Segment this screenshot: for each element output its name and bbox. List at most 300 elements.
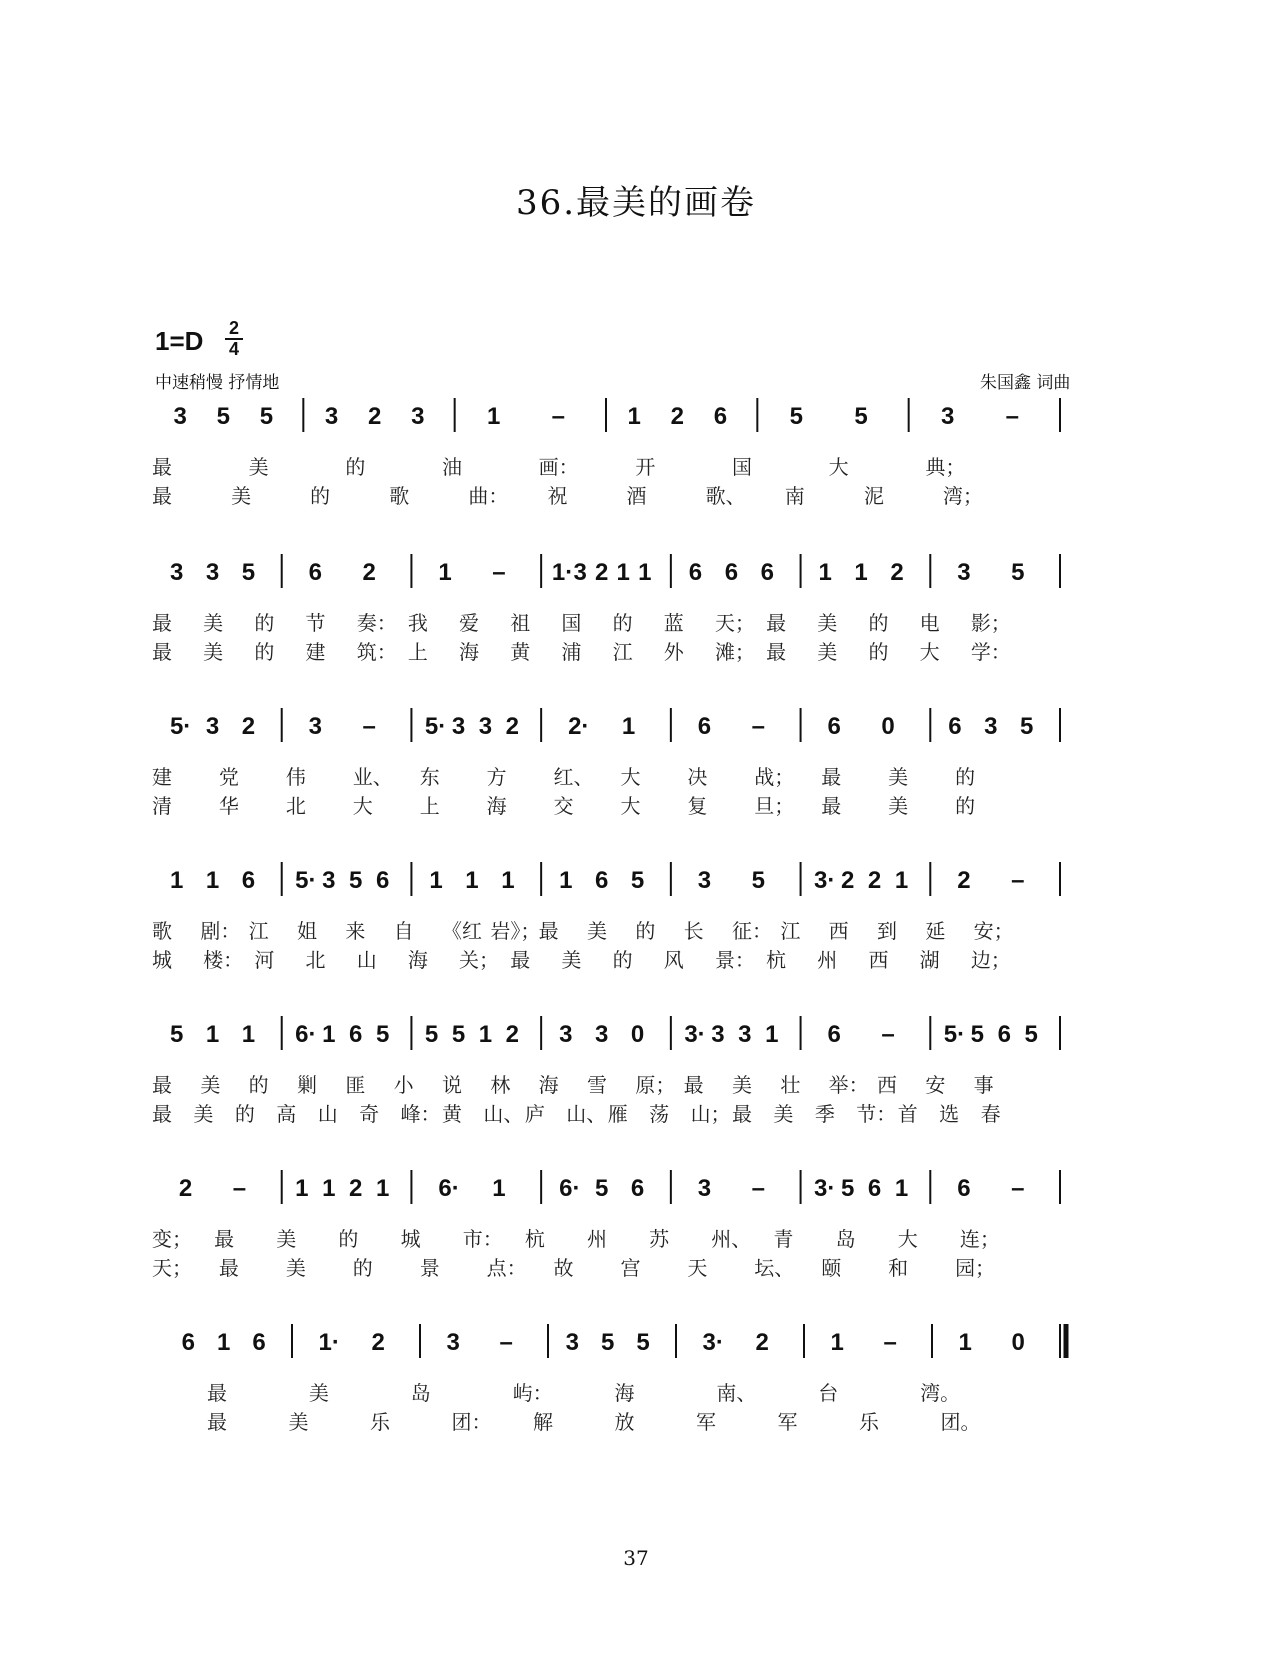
lyric-syllable: 红、 — [553, 765, 594, 789]
note: 5 — [636, 1329, 650, 1356]
lyric-syllable: 奇 — [359, 1102, 380, 1126]
note: 1 — [492, 1175, 506, 1202]
lyric-syllable: 浦 — [561, 640, 582, 664]
lyric-syllable: 的 — [338, 1227, 359, 1251]
lyric-syllable: 征： — [732, 919, 772, 943]
lyric-syllable: 美 — [276, 1227, 297, 1251]
lyric-syllable: 市： — [462, 1227, 503, 1251]
lyric-syllable: 州 — [817, 948, 838, 972]
note: 5 — [259, 403, 274, 430]
note: 5 — [630, 867, 645, 894]
lyric-syllable: 党 — [218, 765, 239, 789]
lyric-syllable: 国 — [561, 611, 582, 635]
lyric-syllable: 美 — [288, 1410, 309, 1434]
note: 1 — [375, 1175, 390, 1202]
lyric-syllable: 天 — [687, 1256, 708, 1280]
note: 1 — [627, 403, 641, 430]
lyric-syllable: 我 — [407, 611, 428, 635]
note: 6 — [697, 713, 712, 740]
lyric-syllable: 匪 — [345, 1073, 366, 1097]
note: 2 — [867, 867, 882, 894]
lyric-syllable: 最 — [732, 1102, 752, 1126]
note: 5 — [840, 1175, 855, 1202]
lyric-syllable: 最 — [510, 948, 531, 972]
note: 2 — [505, 1021, 520, 1048]
lyric-syllable: 海 — [538, 1073, 559, 1097]
note: 6 — [241, 867, 256, 894]
lyric-syllable: 美 — [231, 484, 252, 508]
note: 1 — [894, 1175, 909, 1202]
lyric-syllable: 蓝 — [663, 611, 684, 635]
note: 3 — [446, 1329, 460, 1356]
lyric-syllable: 长 — [683, 919, 704, 943]
lyric-syllable: 春 — [980, 1102, 1001, 1126]
lyric-syllable: 首 — [897, 1102, 918, 1126]
lyric-syllable: 最 — [152, 611, 172, 635]
lyric-syllable: 东 — [419, 765, 440, 789]
note: 1 — [322, 1021, 336, 1048]
note: 2 — [241, 713, 256, 740]
note: 6· — [559, 1175, 581, 1202]
lyric-syllable: 建 — [152, 765, 172, 789]
note: 6 — [724, 559, 739, 586]
time-signature-bottom: 4 — [228, 339, 239, 359]
note: 3 — [697, 867, 712, 894]
note: 3 — [205, 559, 220, 586]
lyric-syllable: 上 — [419, 794, 440, 818]
lyric-syllable: 自 — [393, 919, 414, 943]
lyric-syllable: 歌 — [152, 919, 172, 943]
lyric-syllable: 岛 — [410, 1381, 431, 1405]
note: 6 — [827, 713, 841, 740]
note: 0 — [881, 713, 895, 740]
lyric-syllable: 典； — [925, 455, 966, 479]
note: 1· — [318, 1329, 340, 1356]
page-number: 37 — [623, 1546, 649, 1570]
composer-credit: 朱国鑫 词曲 — [980, 373, 1071, 393]
lyric-syllable: 杭 — [766, 948, 787, 972]
lyric-syllable: 乐 — [370, 1410, 390, 1434]
note: 1 — [438, 559, 452, 586]
lyric-syllable: 山、 — [483, 1102, 524, 1126]
note: 2 — [371, 1329, 385, 1356]
lyric-syllable: 大 — [828, 455, 849, 479]
note: 5 — [169, 1021, 184, 1048]
lyric-syllable: 滩； — [714, 640, 755, 664]
lyric-syllable: 酒 — [626, 484, 647, 508]
lyric-syllable: 说 — [442, 1073, 462, 1097]
note: 1 — [295, 1175, 309, 1202]
note: 3 — [984, 713, 998, 740]
note: 3 — [411, 403, 425, 430]
note: 6 — [688, 559, 703, 586]
note: 6· — [438, 1175, 460, 1202]
note: 1 — [501, 867, 515, 894]
lyric-syllable: 美 — [248, 455, 269, 479]
lyric-syllable: 油 — [442, 455, 462, 479]
lyric-syllable: 方 — [486, 765, 507, 789]
lyric-syllable: 美 — [732, 1073, 752, 1097]
note: 1 — [205, 867, 220, 894]
lyric-syllable: 美 — [817, 640, 838, 664]
lyric-syllable: 楼： — [203, 948, 244, 972]
note: 5 — [349, 867, 363, 894]
note: 3 — [697, 1175, 712, 1202]
lyric-syllable: 业、 — [352, 765, 393, 789]
lyric-syllable: 变； — [152, 1227, 192, 1251]
lyric-syllable: 大 — [620, 765, 641, 789]
lyric-syllable: 旦； — [754, 794, 795, 818]
note: 6 — [349, 1021, 363, 1048]
note: 1 — [487, 403, 501, 430]
note: 3 — [595, 1021, 609, 1048]
lyric-syllable: 的 — [234, 1102, 255, 1126]
lyric-syllable: 节 — [305, 611, 326, 635]
note: 6 — [713, 403, 728, 430]
note: 2 — [755, 1329, 769, 1356]
lyric-syllable: 选 — [939, 1102, 960, 1126]
note: 3 — [941, 403, 955, 430]
note: 5 — [216, 403, 231, 430]
note: 3 — [478, 713, 493, 740]
note: 5 — [970, 1021, 985, 1048]
lyric-syllable: 湖 — [919, 948, 940, 972]
lyric-syllable: 爱 — [459, 611, 480, 635]
lyric-syllable: 景 — [419, 1256, 440, 1280]
lyric-syllable: 歌、 — [705, 484, 746, 508]
note: 0 — [630, 1021, 645, 1048]
lyric-syllable: 歌 — [389, 484, 410, 508]
note: 1 — [894, 867, 909, 894]
note: 5 — [375, 1021, 390, 1048]
note: 6 — [252, 1329, 266, 1356]
note: 3 — [559, 1021, 573, 1048]
note: – — [883, 1329, 897, 1356]
note: 6 — [948, 713, 962, 740]
lyric-syllable: 点： — [486, 1256, 527, 1280]
lyric-syllable: 美 — [817, 611, 838, 635]
tempo-marking: 中速稍慢 抒情地 — [155, 373, 280, 393]
lyric-syllable: 海 — [614, 1381, 635, 1405]
note: 1 — [638, 559, 652, 586]
lyric-syllable: 最 — [821, 794, 842, 818]
lyric-syllable: 美 — [888, 794, 909, 818]
lyric-syllable: 姐 — [297, 919, 317, 943]
note: 6 — [827, 1021, 841, 1048]
lyric-syllable: 岩》； — [490, 919, 541, 943]
lyric-syllable: 州、 — [711, 1227, 752, 1251]
lyric-syllable: 复 — [687, 794, 708, 818]
lyric-syllable: 举： — [828, 1073, 869, 1097]
lyric-syllable: 和 — [888, 1256, 909, 1280]
lyric-syllable: 西 — [868, 948, 889, 972]
note: 5 — [1024, 1021, 1038, 1048]
note: 6 — [867, 1175, 882, 1202]
lyric-syllable: 黄 — [510, 640, 531, 664]
lyric-syllable: 坛、 — [754, 1256, 795, 1280]
lyric-syllable: 决 — [687, 765, 708, 789]
lyric-syllable: 到 — [877, 919, 897, 943]
lyric-syllable: 最 — [218, 1256, 239, 1280]
note: 1 — [830, 1329, 844, 1356]
lyric-syllable: 筑： — [356, 640, 397, 664]
lyric-syllable: 最 — [152, 484, 172, 508]
lyric-syllable: 岛 — [835, 1227, 856, 1251]
note: 1 — [559, 867, 573, 894]
note: 3 — [738, 1021, 752, 1048]
key-signature: 1=D — [155, 326, 204, 356]
note: 2 — [362, 559, 376, 586]
note: 1 — [621, 713, 636, 740]
lyric-syllable: 美 — [308, 1381, 329, 1405]
lyric-syllable: 祝 — [547, 484, 568, 508]
lyric-syllable: 军 — [696, 1410, 716, 1434]
lyric-syllable: 学： — [970, 640, 1011, 664]
note: 3 — [565, 1329, 580, 1356]
lyric-syllable: 的 — [248, 1073, 269, 1097]
lyric-syllable: 北 — [285, 794, 306, 818]
lyric-syllable: 最 — [207, 1410, 227, 1434]
lyric-syllable: 曲： — [468, 484, 509, 508]
lyric-syllable: 祖 — [510, 611, 531, 635]
note: 5 — [854, 403, 868, 430]
lyric-syllable: 解 — [533, 1410, 553, 1434]
lyric-syllable: 美 — [587, 919, 607, 943]
note: 6 — [375, 867, 390, 894]
system-6 — [152, 1170, 1060, 1280]
lyric-syllable: 的 — [612, 611, 633, 635]
note: – — [492, 559, 506, 586]
lyric-syllable: 的 — [868, 640, 889, 664]
lyric-syllable: 战； — [754, 765, 795, 789]
note: 5 — [789, 403, 804, 430]
lyric-syllable: 剧： — [200, 919, 241, 943]
lyric-syllable: 西 — [828, 919, 849, 943]
lyric-syllable: 杭 — [524, 1227, 545, 1251]
note: 1 — [854, 559, 868, 586]
lyric-syllable: 山、 — [566, 1102, 607, 1126]
lyric-syllable: 的 — [868, 611, 889, 635]
lyric-syllable: 安； — [973, 919, 1014, 943]
lyric-syllable: 海 — [486, 794, 507, 818]
note: 3· — [814, 867, 836, 894]
song-title: 36.最美的画卷 — [515, 183, 757, 223]
lyric-syllable: 天； — [714, 611, 755, 635]
note: 1 — [478, 1021, 493, 1048]
lyric-syllable: 壮 — [780, 1073, 801, 1097]
note: – — [1011, 867, 1025, 894]
note: 2 — [349, 1175, 363, 1202]
lyric-syllable: 江 — [612, 640, 633, 664]
note: 3 — [205, 713, 220, 740]
lyric-syllable: 的 — [254, 640, 275, 664]
lyric-syllable: 山； — [690, 1102, 731, 1126]
lyric-syllable: 故 — [553, 1256, 574, 1280]
note: 6 — [181, 1329, 196, 1356]
note: 3 — [957, 559, 971, 586]
note: 5 — [1020, 713, 1034, 740]
lyric-syllable: 宫 — [620, 1256, 641, 1280]
note: – — [751, 1175, 766, 1202]
lyric-syllable: 最 — [538, 919, 559, 943]
note: 5· — [295, 867, 317, 894]
lyric-syllable: 林 — [490, 1073, 511, 1097]
lyric-syllable: 泥 — [863, 484, 884, 508]
note: 3 — [451, 713, 466, 740]
note: 1 — [958, 1329, 972, 1356]
lyric-syllable: 庐 — [524, 1102, 545, 1126]
note: 3 — [573, 559, 587, 586]
note: – — [1005, 403, 1020, 430]
lyric-syllable: 上 — [407, 640, 428, 664]
note: 1 — [322, 1175, 336, 1202]
note: 1 — [465, 867, 479, 894]
lyric-syllable: 华 — [218, 794, 239, 818]
note: 1· — [551, 559, 574, 586]
note: 1 — [616, 559, 630, 586]
note: 5 — [751, 867, 766, 894]
lyric-syllable: 的 — [955, 794, 976, 818]
lyric-syllable: 影； — [970, 611, 1011, 635]
lyric-syllable: 美 — [285, 1256, 306, 1280]
lyric-syllable: 峰： — [400, 1102, 441, 1126]
lyric-syllable: 节： — [856, 1102, 897, 1126]
lyric-syllable: 国 — [732, 455, 752, 479]
lyric-syllable: 雪 — [587, 1073, 607, 1097]
lyric-syllable: 荡 — [649, 1102, 670, 1126]
lyric-syllable: 事 — [973, 1073, 994, 1097]
note: 3· — [684, 1021, 706, 1048]
lyric-syllable: 最 — [152, 640, 172, 664]
lyric-syllable: 《红 — [442, 919, 482, 943]
note: 3 — [173, 403, 187, 430]
lyric-syllable: 江 — [248, 919, 269, 943]
lyric-syllable: 乐 — [859, 1410, 879, 1434]
lyric-syllable: 来 — [345, 919, 366, 943]
note: 5 — [595, 1175, 609, 1202]
lyric-syllable: 南、 — [716, 1381, 757, 1405]
note: 1 — [818, 559, 832, 586]
lyric-syllable: 最 — [766, 640, 787, 664]
lyric-syllable: 美 — [203, 611, 224, 635]
lyric-syllable: 雁 — [607, 1102, 628, 1126]
lyric-syllable: 美 — [773, 1102, 794, 1126]
note: – — [232, 1175, 247, 1202]
note: 3 — [711, 1021, 725, 1048]
note: – — [362, 713, 376, 740]
lyric-syllable: 开 — [635, 455, 656, 479]
note: 2· — [568, 713, 590, 740]
lyric-syllable: 屿： — [512, 1381, 553, 1405]
lyric-syllable: 画： — [538, 455, 579, 479]
note: 3 — [169, 559, 184, 586]
note: 6 — [630, 1175, 645, 1202]
lyric-syllable: 的 — [345, 455, 366, 479]
lyric-syllable: 的 — [612, 948, 633, 972]
lyric-syllable: 湾。 — [920, 1381, 961, 1405]
lyric-syllable: 城 — [152, 948, 172, 972]
note: 5· — [943, 1021, 966, 1048]
lyric-syllable: 大 — [352, 794, 373, 818]
system-4 — [152, 862, 1060, 972]
note: 2 — [890, 559, 904, 586]
note: 2 — [368, 403, 382, 430]
note: 2 — [505, 713, 520, 740]
lyric-syllable: 延 — [925, 919, 946, 943]
system-7 — [182, 1324, 1066, 1434]
lyric-syllable: 美 — [193, 1102, 214, 1126]
note: – — [1011, 1175, 1025, 1202]
lyric-syllable: 园； — [955, 1256, 996, 1280]
system-2 — [152, 554, 1060, 664]
lyric-syllable: 奏： — [356, 611, 397, 635]
lyric-syllable: 原； — [635, 1073, 676, 1097]
note: 5· — [424, 713, 447, 740]
note: 6 — [308, 559, 323, 586]
system-5 — [152, 1016, 1060, 1126]
lyric-syllable: 最 — [152, 1102, 172, 1126]
lyric-syllable: 大 — [897, 1227, 918, 1251]
system-3 — [152, 708, 1060, 818]
note: 2 — [840, 867, 855, 894]
lyric-syllable: 团。 — [940, 1410, 981, 1434]
lyric-syllable: 大 — [919, 640, 940, 664]
lyric-syllable: 景： — [714, 948, 755, 972]
lyric-syllable: 苏 — [649, 1227, 670, 1251]
note: 6 — [957, 1175, 971, 1202]
note: 1 — [241, 1021, 256, 1048]
lyric-syllable: 连； — [959, 1227, 1000, 1251]
note: 1 — [429, 867, 443, 894]
note: 5· — [169, 713, 192, 740]
lyric-syllable: 建 — [305, 640, 326, 664]
lyric-syllable: 城 — [400, 1227, 421, 1251]
lyric-syllable: 最 — [152, 1073, 172, 1097]
lyric-syllable: 黄 — [442, 1102, 462, 1126]
lyric-syllable: 最 — [683, 1073, 704, 1097]
lyric-syllable: 最 — [214, 1227, 235, 1251]
lyric-syllable: 团： — [451, 1410, 492, 1434]
lyric-syllable: 山 — [356, 948, 377, 972]
note: 3· — [702, 1329, 724, 1356]
lyric-syllable: 关； — [459, 948, 500, 972]
note: – — [751, 713, 766, 740]
lyric-syllable: 放 — [614, 1410, 635, 1434]
lyric-syllable: 美 — [200, 1073, 221, 1097]
lyric-syllable: 海 — [459, 640, 480, 664]
note: – — [551, 403, 566, 430]
lyric-syllable: 美 — [203, 640, 224, 664]
lyric-syllable: 季 — [814, 1102, 835, 1126]
note: 2 — [178, 1175, 193, 1202]
lyric-syllable: 南 — [784, 484, 805, 508]
lyric-syllable: 最 — [766, 611, 787, 635]
note: 6· — [295, 1021, 317, 1048]
lyric-syllable: 大 — [620, 794, 641, 818]
note: 3· — [814, 1175, 836, 1202]
note: 5 — [451, 1021, 466, 1048]
lyric-syllable: 的 — [635, 919, 656, 943]
note: 3 — [308, 713, 323, 740]
lyric-syllable: 州 — [587, 1227, 607, 1251]
lyric-syllable: 外 — [663, 640, 684, 664]
note: – — [499, 1329, 513, 1356]
system-1 — [152, 398, 1060, 508]
lyric-syllable: 西 — [877, 1073, 897, 1097]
lyric-syllable: 最 — [821, 765, 842, 789]
note: 2 — [595, 559, 609, 586]
lyric-syllable: 风 — [663, 948, 684, 972]
